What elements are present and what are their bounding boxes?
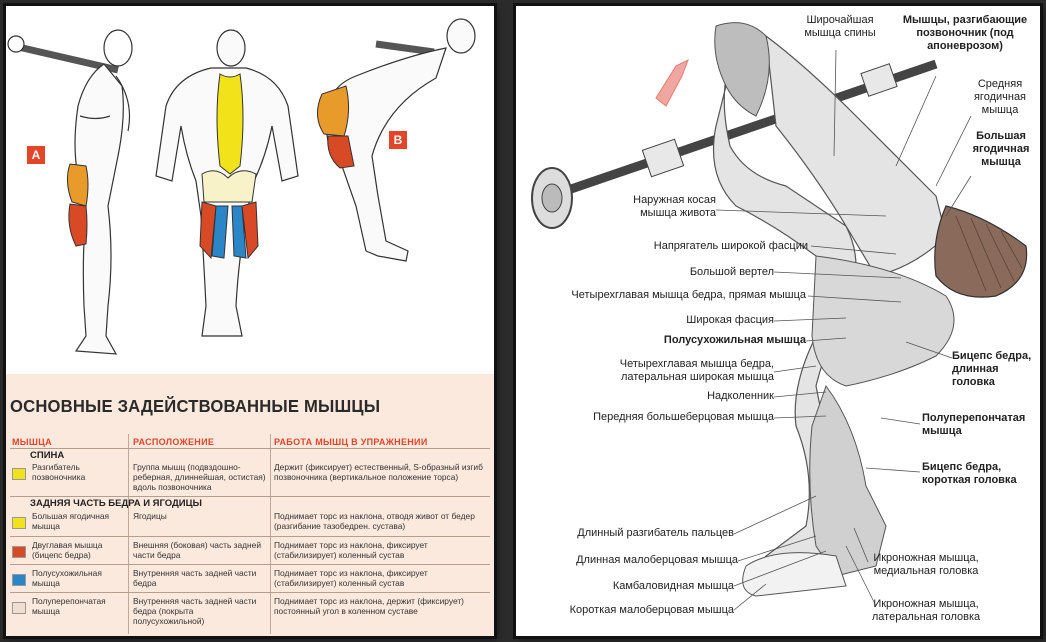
- label-tib-ant: Передняя большеберцовая мышца: [593, 411, 774, 423]
- muscle-biceps: Двуглавая мышца (бицепс бедра): [32, 540, 103, 560]
- swatch-erector: [12, 468, 26, 480]
- shoe: [743, 553, 846, 596]
- work-glute: Поднимает торс из наклона, отводя живот от бедер (разгибание тазобедрен. сустава): [274, 511, 475, 531]
- section-hamstrings: ЗАДНЯЯ ЧАСТЬ БЕДРА И ЯГОДИЦЫ: [30, 498, 202, 509]
- left-panel: [6, 6, 494, 636]
- location-biceps: Внешняя (боковая) часть задней части бедра: [133, 540, 262, 560]
- swatch-semitendinosus: [12, 574, 26, 586]
- label-peroneus-long: Длинная малоберцовая мышца: [576, 554, 738, 566]
- lower-leg: [810, 386, 886, 576]
- direction-arrow: [656, 60, 688, 106]
- label-ext-oblique: Наружная косая мышца живота: [633, 194, 716, 219]
- label-glute-max: Большая ягодичная мышца: [972, 130, 1030, 168]
- label-glute-med: Средняя ягодичная мышца: [973, 78, 1027, 116]
- label-peroneus-short: Короткая малоберцовая мышца: [569, 604, 734, 616]
- row-rule: [10, 536, 490, 537]
- work-erector: Держит (фиксирует) естественный, S-образный изгиб позвоночника (вертикальное положение торса): [274, 462, 483, 482]
- label-biceps-short: Бицепс бедра, короткая головка: [922, 461, 1017, 486]
- marker-a: A: [27, 146, 45, 164]
- label-ext-digitorum: Длинный разгибатель пальцев: [577, 527, 734, 539]
- row-rule: [10, 592, 490, 593]
- marker-b: B: [389, 131, 407, 149]
- header-rule: [10, 448, 490, 449]
- label-soleus: Камбаловидная мышца: [612, 580, 734, 592]
- muscles-table: [6, 374, 494, 636]
- label-gastro-lat: Икроножная мышца, латеральная головка: [871, 598, 981, 623]
- muscle-semimembranosus: Полуперепончатая мышца: [32, 596, 106, 616]
- swatch-biceps: [12, 546, 26, 558]
- section-rule: [10, 496, 490, 497]
- label-tfl: Напрягатель широкой фасции: [653, 240, 808, 252]
- figure-a-glute: [67, 164, 88, 206]
- label-rectus-femoris: Четырехглавая мышца бедра, прямая мышца: [571, 289, 806, 301]
- label-patella: Надколенник: [707, 390, 774, 402]
- label-vastus-lateralis: Четырехглавая мышца бедра, латеральная широкая мышца: [619, 358, 774, 383]
- squat-anatomy-illustration: [6, 6, 494, 374]
- muscle-semitendinosus: Полусухожильная мышца: [32, 568, 102, 588]
- work-semitendinosus: Поднимает торс из наклона, фиксирует (стабилизирует) коленный сустав: [274, 568, 428, 588]
- column-divider: [270, 434, 271, 634]
- muscle-glute: Большая ягодичная мышца: [32, 511, 110, 531]
- section-back: СПИНА: [30, 450, 65, 461]
- label-biceps-long: Бицепс бедра, длинная головка: [952, 350, 1032, 388]
- spinal-erectors: [217, 74, 243, 174]
- label-trochanter: Большой вертел: [689, 266, 774, 278]
- figure-a-hamstring: [69, 204, 87, 246]
- label-semimembranosus: Полуперепончатая мышца: [922, 412, 1026, 437]
- column-divider: [128, 434, 129, 634]
- label-semitendinosus: Полусухожильная мышца: [663, 334, 806, 346]
- col-head-muscle: МЫШЦА: [12, 437, 52, 447]
- work-semimembranosus: Поднимает торс из наклона, держит (фиксирует) постоянный угол в коленном суставе: [274, 596, 464, 616]
- right-panel: [516, 6, 1040, 636]
- work-biceps: Поднимает торс из наклона, фиксирует (стабилизирует) коленный сустав: [274, 540, 428, 560]
- col-head-location: РАСПОЛОЖЕНИЕ: [133, 437, 215, 447]
- thigh: [812, 256, 954, 386]
- row-rule: [10, 564, 490, 565]
- label-erectors: Мышцы, разгибающие позвоночник (под апоневрозом): [902, 14, 1028, 52]
- label-fascia-lata: Широкая фасция: [686, 314, 774, 326]
- label-latissimus: Широчайшая мышца спины: [804, 14, 876, 39]
- swatch-glute: [12, 517, 26, 529]
- location-semitendinosus: Внутренняя часть задней части бедра: [133, 568, 257, 588]
- figure-b-glute: [317, 86, 348, 136]
- location-erector: Группа мышц (подвздошно-реберная, длиннейшая, остистая) вдоль позвоночника: [133, 462, 266, 492]
- label-gastro-med: Икроножная мышца, медиальная головка: [873, 552, 979, 577]
- muscle-erector: Разгибатель позвоночника: [32, 462, 86, 482]
- col-head-work: РАБОТА МЫШЦ В УПРАЖНЕНИИ: [274, 437, 428, 447]
- table-title: ОСНОВНЫЕ ЗАДЕЙСТВОВАННЫЕ МЫШЦЫ: [10, 396, 381, 416]
- location-glute: Ягодицы: [133, 511, 167, 521]
- swatch-semimembranosus: [12, 602, 26, 614]
- location-semimembranosus: Внутренняя часть задней части бедра (покрыта полусухожильной): [133, 596, 257, 626]
